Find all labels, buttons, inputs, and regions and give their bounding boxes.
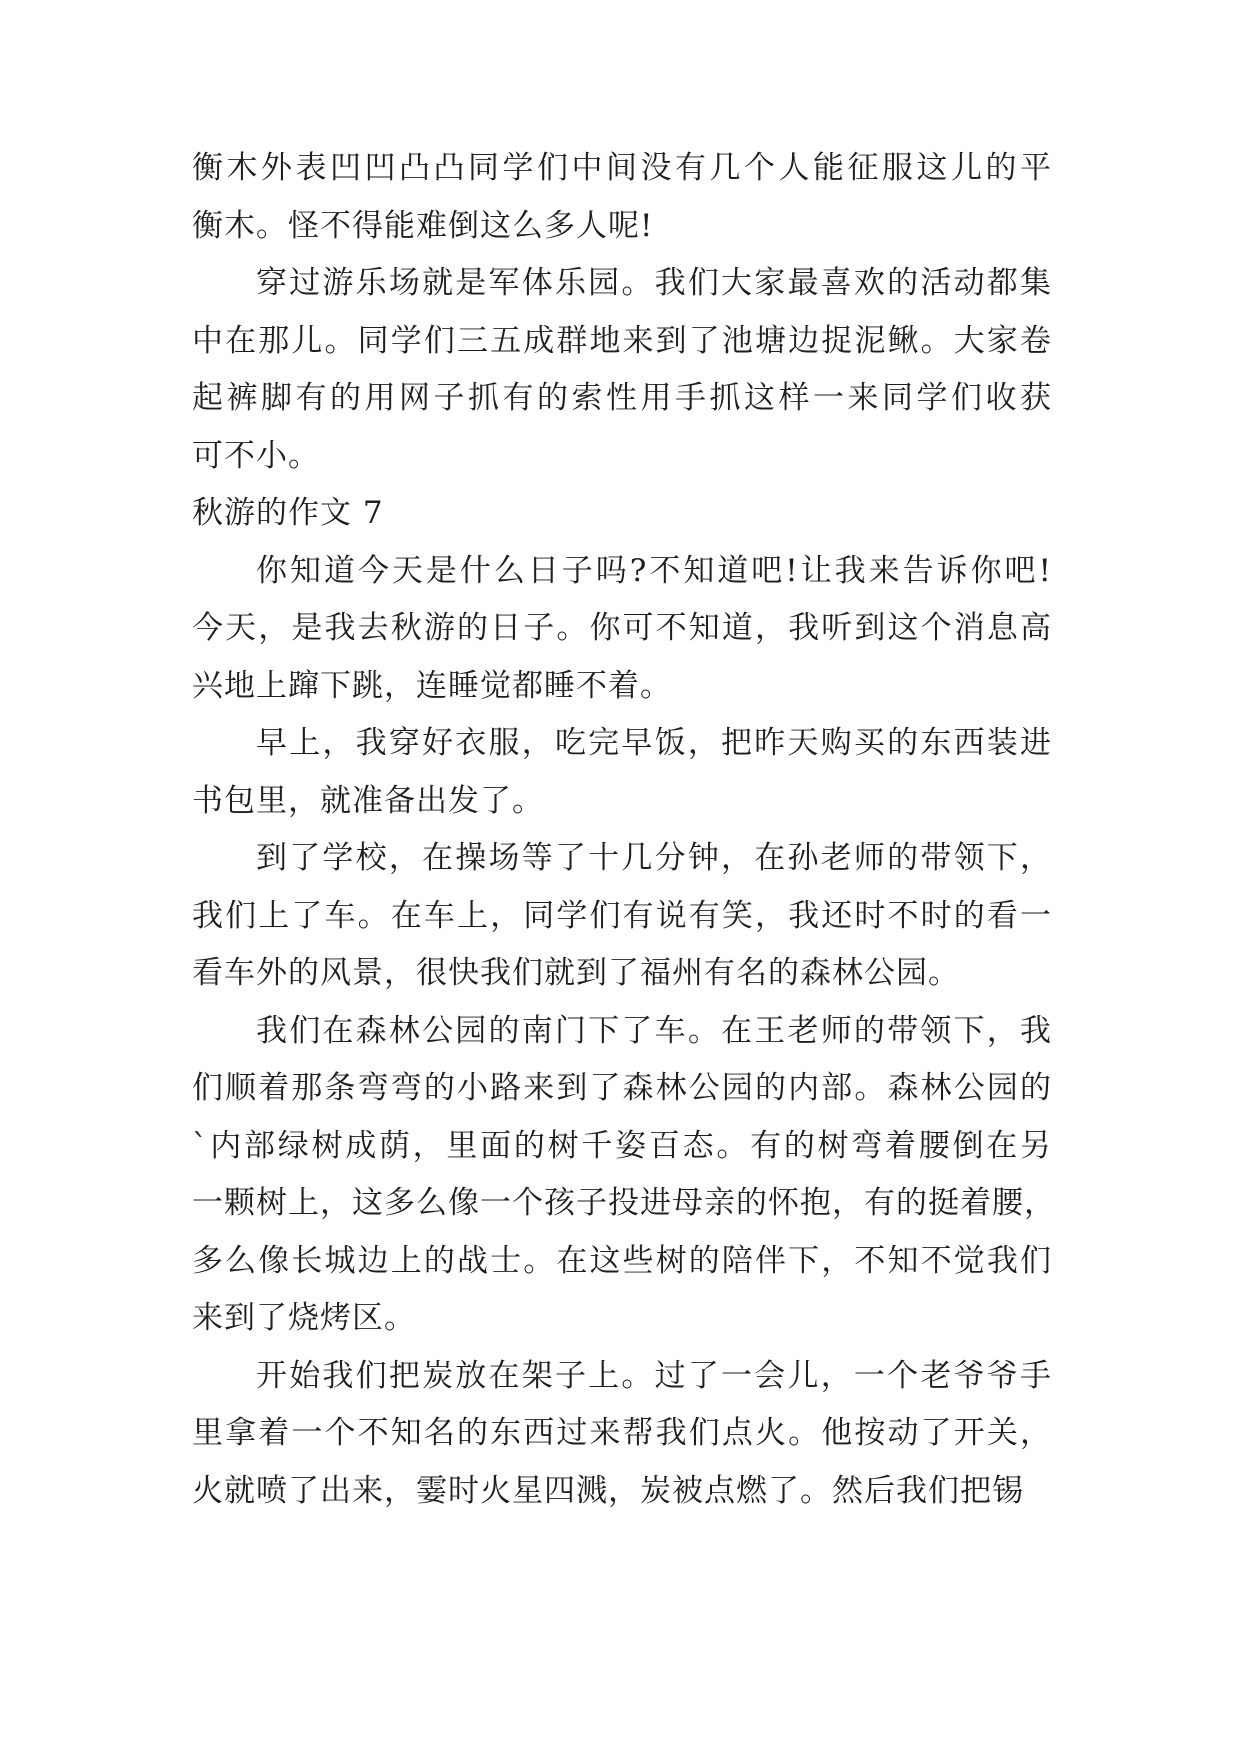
text-line: 里拿着一个不知名的东西过来帮我们点火。他按动了开关， — [192, 1415, 1052, 1451]
text-line: 穿过游乐场就是军体乐园。我们大家最喜欢的活动都集 — [256, 265, 1052, 301]
text-line: 书包里，就准备出发了。 — [192, 783, 544, 819]
text-line: 衡木。怪不得能难倒这么多人呢! — [192, 208, 654, 244]
text-line: 来到了烧烤区。 — [192, 1300, 416, 1336]
text-line: 可不小。 — [192, 438, 320, 474]
text-line: 今天，是我去秋游的日子。你可不知道，我听到这个消息高 — [192, 610, 1052, 646]
text-line: 兴地上蹿下跳，连睡觉都睡不着。 — [192, 668, 672, 704]
text-line: 火就喷了出来，霎时火星四溅，炭被点燃了。然后我们把锡 — [192, 1473, 1024, 1509]
text-line: 你知道今天是什么日子吗?不知道吧!让我来告诉你吧! — [256, 553, 1052, 589]
text-line: 看车外的风景，很快我们就到了福州有名的森林公园。 — [192, 955, 960, 991]
text-line: 们顺着那条弯弯的小路来到了森林公园的内部。森林公园的 — [192, 1070, 1052, 1106]
text-line: 我们在森林公园的南门下了车。在王老师的带领下，我 — [256, 1013, 1052, 1049]
text-line: 我们上了车。在车上，同学们有说有笑，我还时不时的看一 — [192, 898, 1052, 934]
section-title-text: 秋游的作文 7 — [192, 495, 384, 531]
text-line: 早上，我穿好衣服，吃完早饭，把昨天购买的东西装进 — [256, 725, 1052, 761]
text-line: 衡木外表凹凹凸凸同学们中间没有几个人能征服这儿的平 — [192, 150, 1052, 186]
text-line: 起裤脚有的用网子抓有的索性用手抓这样一来同学们收获 — [192, 380, 1052, 416]
text-line: 开始我们把炭放在架子上。过了一会儿，一个老爷爷手 — [256, 1358, 1052, 1394]
text-line: 一颗树上，这多么像一个孩子投进母亲的怀抱，有的挺着腰， — [192, 1185, 1056, 1221]
text-line: `内部绿树成荫，里面的树千姿百态。有的树弯着腰倒在另 — [192, 1128, 1052, 1164]
text-line: 到了学校，在操场等了十几分钟，在孙老师的带领下， — [256, 840, 1052, 876]
text-line: 多么像长城边上的战士。在这些树的陪伴下，不知不觉我们 — [192, 1243, 1052, 1279]
text-line: 中在那儿。同学们三五成群地来到了池塘边捉泥鳅。大家卷 — [192, 323, 1052, 359]
